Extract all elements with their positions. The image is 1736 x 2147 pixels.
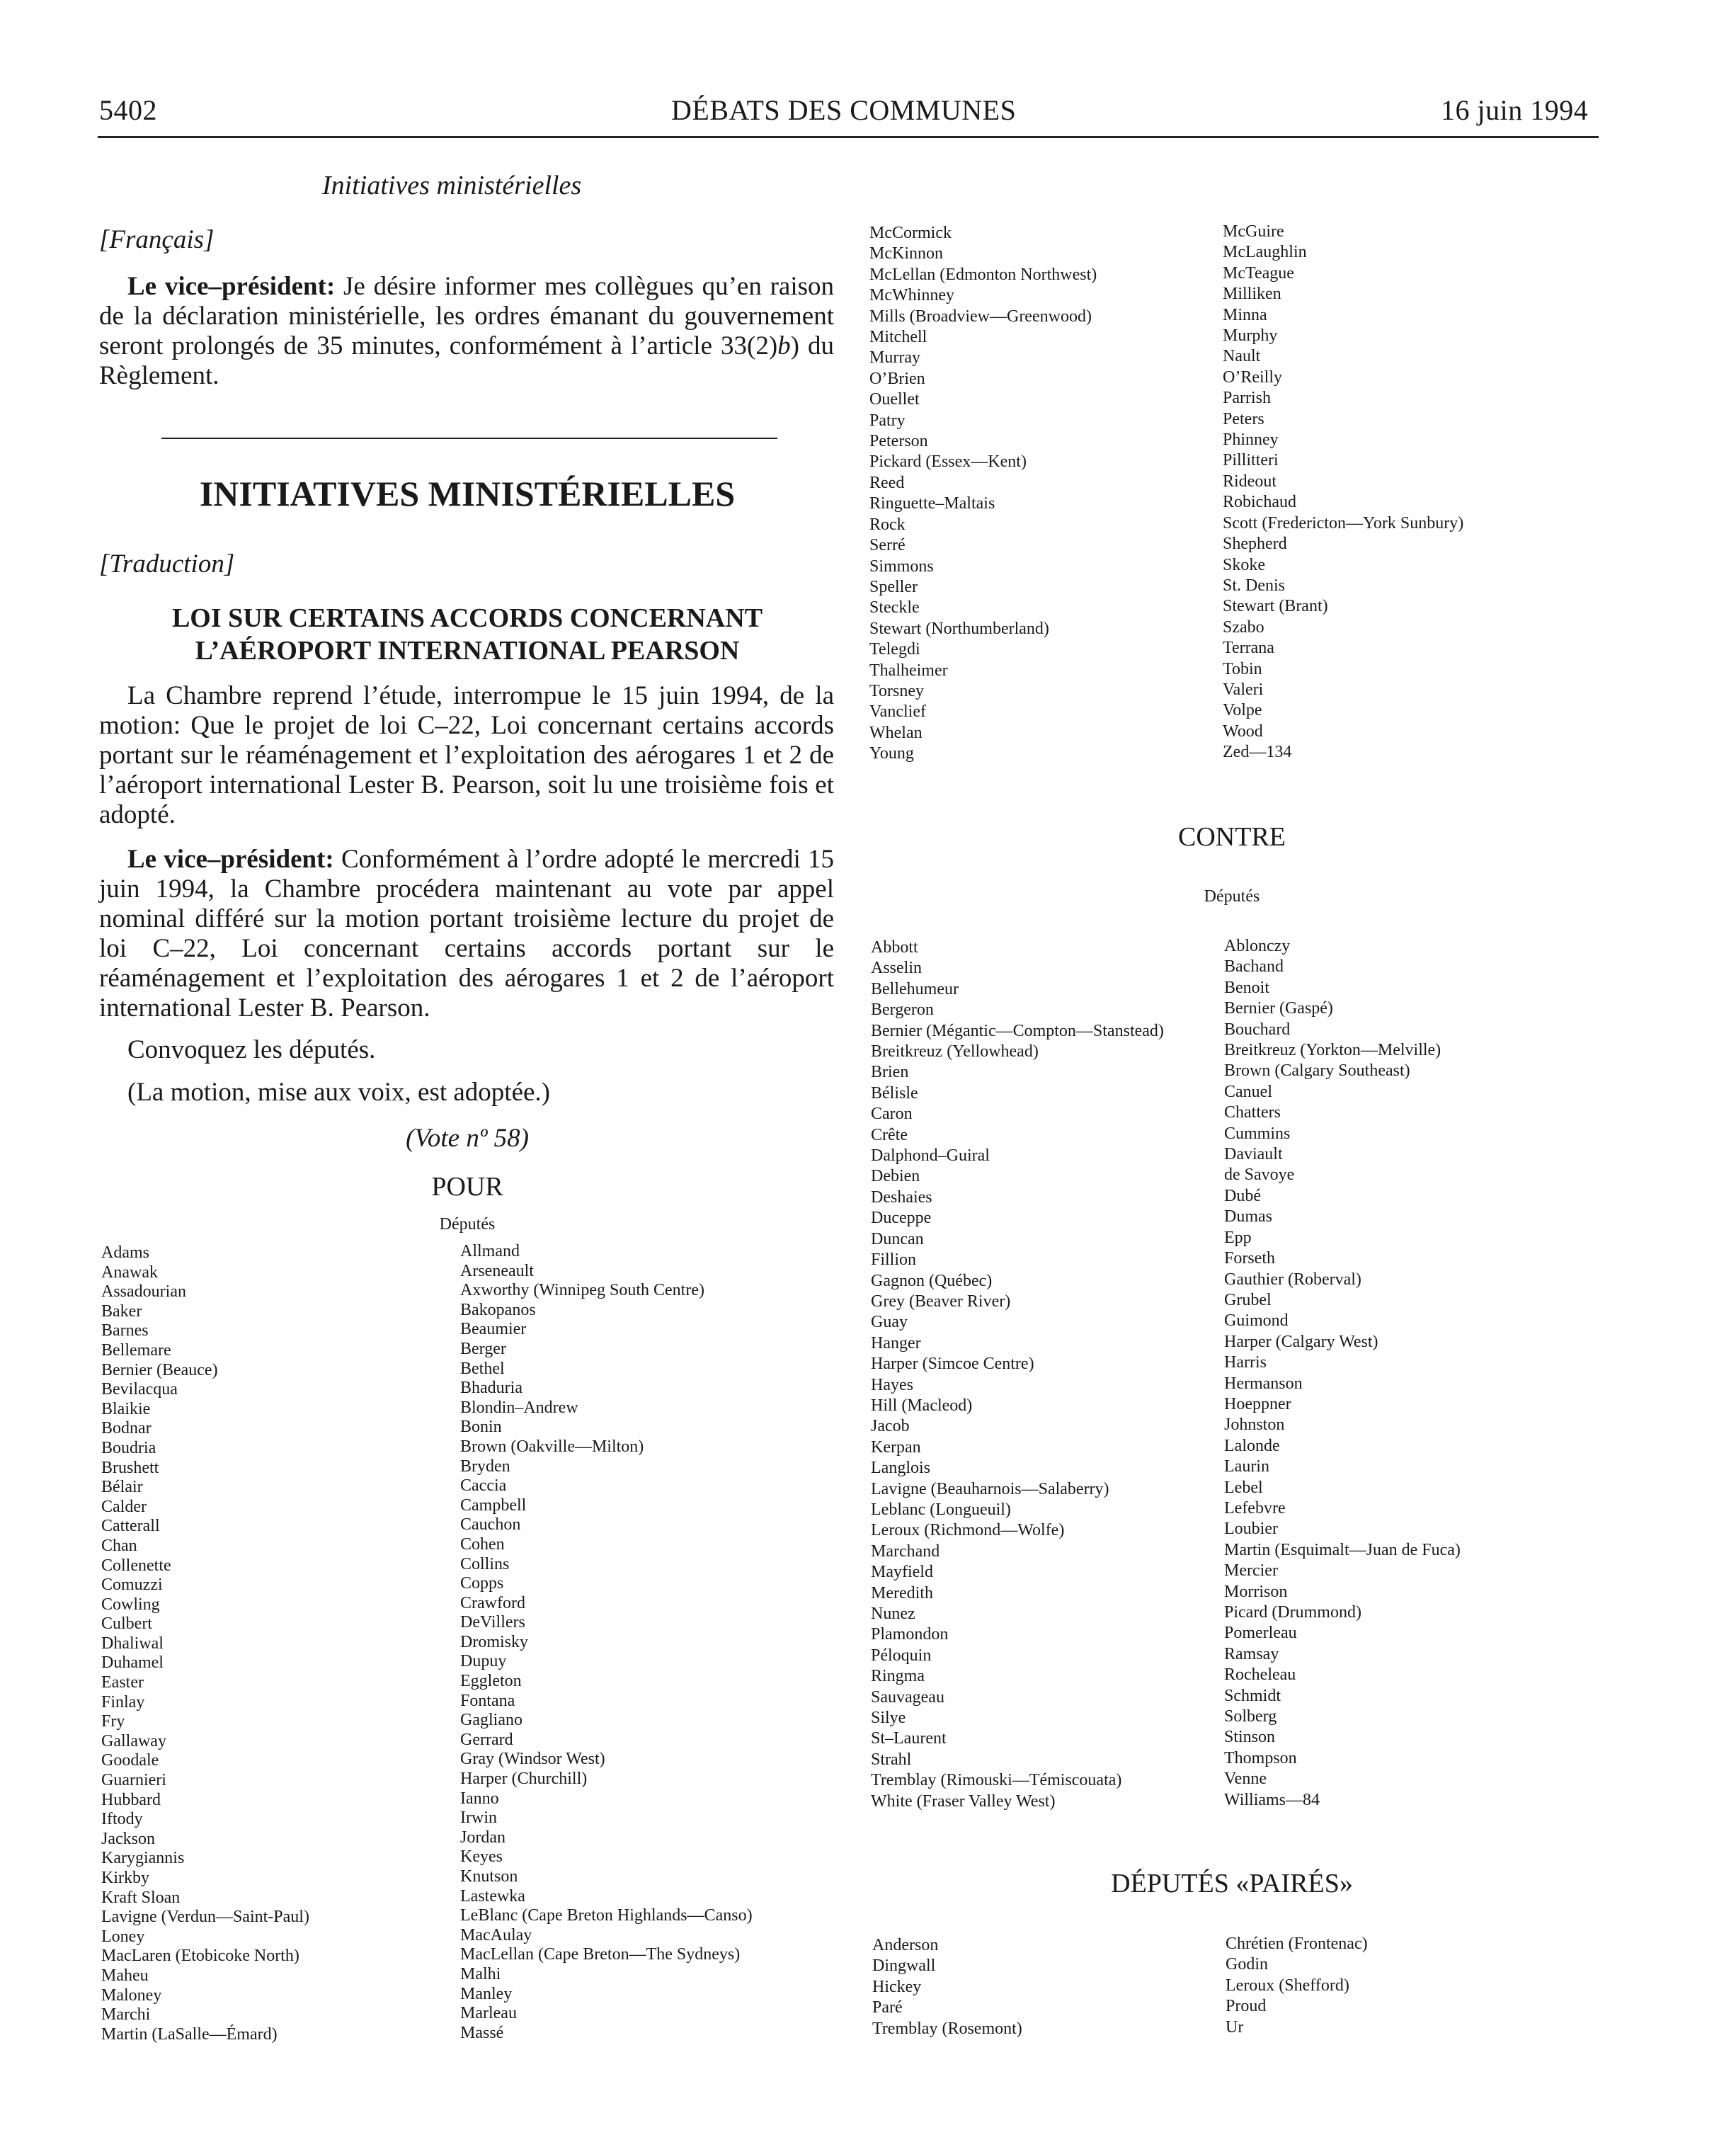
pour-column-3: [869, 223, 1097, 765]
member-name: Bernier (Gaspé): [1224, 999, 1333, 1018]
section-title: INITIATIVES MINISTÉRIELLES: [199, 474, 736, 513]
member-name: Murray: [869, 348, 920, 368]
member-name: Speller: [869, 577, 918, 596]
member-name: Nault: [1223, 347, 1261, 366]
member-name: Harris: [1224, 1353, 1267, 1372]
member-name: Phinney: [1223, 431, 1279, 450]
member-name: Bouchard: [1224, 1020, 1291, 1039]
member-name: Bonin: [460, 1418, 502, 1437]
member-name: de Savoye: [1224, 1166, 1295, 1185]
publication-title: DÉBATS DES COMMUNES: [671, 94, 1017, 126]
member-name: Lavigne (Beauharnois—Salaberry): [871, 1479, 1109, 1498]
member-name: Bethel: [460, 1359, 505, 1378]
pour-column-4: [1223, 222, 1463, 763]
member-name: Duceppe: [871, 1209, 932, 1228]
member-name: Beaumier: [460, 1320, 527, 1339]
member-name: Tobin: [1223, 659, 1262, 678]
member-name: Allmand: [460, 1242, 520, 1260]
member-name: LeBlanc (Cape Breton Highlands—Canso): [460, 1906, 753, 1925]
member-name: Whelan: [869, 723, 923, 742]
member-name: McKinnon: [869, 244, 943, 263]
member-name: Peters: [1223, 409, 1264, 428]
member-name: Asselin: [871, 959, 922, 978]
member-name: Arseneault: [460, 1261, 534, 1280]
member-name: Dupuy: [460, 1652, 507, 1671]
member-name: Benoit: [1224, 978, 1269, 997]
member-name: Anawak: [101, 1263, 158, 1282]
member-name: Kerpan: [871, 1437, 921, 1457]
member-name: Peterson: [869, 432, 928, 451]
member-name: Loubier: [1224, 1520, 1278, 1539]
paragraph-text-italic: b: [777, 331, 791, 360]
member-name: Ianno: [460, 1789, 499, 1808]
speaker-label: Le vice–président:: [127, 845, 334, 874]
language-tag-traduction: [Traduction]: [99, 549, 235, 579]
member-name: Leblanc (Longueuil): [871, 1500, 1011, 1519]
member-name: Young: [869, 744, 914, 763]
member-name: Hanger: [871, 1333, 921, 1352]
member-name: Collins: [460, 1554, 510, 1573]
member-name: McWhinney: [869, 286, 954, 305]
member-name: Daviault: [1224, 1145, 1283, 1164]
member-name: Maloney: [101, 1986, 162, 2005]
contre-column-1: [871, 938, 1164, 1812]
member-name: Culbert: [101, 1614, 152, 1634]
member-name: Maheu: [101, 1966, 149, 1985]
member-name: Lastewka: [460, 1886, 525, 1906]
member-name: Epp: [1224, 1228, 1252, 1247]
section-divider: [161, 438, 777, 439]
member-name: Bodnar: [101, 1419, 152, 1438]
member-name: Cowling: [101, 1595, 160, 1614]
paragraph-vice-president-1: [99, 272, 834, 391]
member-name: Grey (Beaver River): [871, 1292, 1011, 1311]
member-name: Berger: [460, 1339, 506, 1358]
member-name: Schmidt: [1224, 1686, 1281, 1705]
member-name: Pomerleau: [1224, 1624, 1297, 1643]
member-name: Terrana: [1223, 639, 1274, 658]
member-name: Harper (Calgary West): [1224, 1332, 1378, 1351]
member-name: Leroux (Shefford): [1226, 1976, 1349, 1995]
member-name: Williams—84: [1224, 1790, 1320, 1809]
member-name: Axworthy (Winnipeg South Centre): [460, 1281, 704, 1300]
language-tag-francais: [Français]: [99, 225, 215, 254]
vote-number: (Vote nº 58): [406, 1124, 529, 1153]
member-name: MacAulay: [460, 1925, 532, 1944]
member-name: Loney: [101, 1927, 145, 1946]
member-name: Szabo: [1223, 617, 1264, 637]
paires-column-1: [872, 1935, 1022, 2039]
member-name: Bachand: [1224, 957, 1284, 976]
paragraph-text: Conformément à l’ordre adopté le mercredi 15 juin 1994, la Chambre procédera maintenant au vote par appel nominal différé sur la motion portant troisième lecture du projet de loi C–22, Loi concernant certains accords portant sur le réaménagement et l’exploitation des aérogares 1 et 2 de l’aéroport international Lester B. Pearson.: [99, 845, 835, 1023]
member-name: Picard (Drummond): [1224, 1603, 1361, 1622]
member-name: Bernier (Beauce): [101, 1360, 218, 1379]
member-name: Hayes: [871, 1375, 913, 1394]
member-name: Martin (Esquimalt—Juan de Fuca): [1224, 1540, 1461, 1559]
member-name: Shepherd: [1223, 535, 1287, 554]
member-name: Dubé: [1224, 1186, 1261, 1205]
page-date: 16 juin 1994: [1441, 94, 1589, 126]
member-name: Vanclief: [869, 702, 926, 722]
member-name: Ablonczy: [1224, 937, 1291, 955]
member-name: Brien: [871, 1063, 909, 1082]
member-name: Serré: [869, 536, 906, 555]
member-name: Bakopanos: [460, 1300, 536, 1319]
member-name: McLaughlin: [1223, 243, 1307, 262]
member-name: Robichaud: [1223, 493, 1296, 512]
member-name: Murphy: [1223, 326, 1278, 346]
member-name: Anderson: [872, 1936, 939, 1954]
member-name: Massé: [460, 2023, 504, 2042]
paragraph-text: Je désire informer mes collègues qu’en raison de la déclaration ministérielle, les ordres émanant du gouvernement seront prolongés de 35 minutes, conformément à l’article 33(2): [99, 272, 834, 360]
member-name: Breitkreuz (Yellowhead): [871, 1042, 1039, 1061]
member-name: Ringuette–Maltais: [869, 494, 995, 513]
member-name: Fontana: [460, 1691, 515, 1710]
member-name: Sauvageau: [871, 1687, 944, 1707]
member-name: Godin: [1226, 1955, 1268, 1974]
member-name: Cohen: [460, 1534, 505, 1554]
page-number: 5402: [99, 94, 157, 126]
pour-subtitle: Députés: [439, 1215, 496, 1234]
member-name: Brown (Oakville—Milton): [460, 1437, 644, 1456]
member-name: Telegdi: [869, 640, 920, 659]
member-name: Guarnieri: [101, 1771, 166, 1790]
contre-subtitle: Députés: [1204, 887, 1260, 906]
member-name: DeVillers: [460, 1613, 525, 1632]
member-name: Wood: [1223, 722, 1263, 741]
member-name: Deshaies: [871, 1188, 932, 1207]
member-name: Milliken: [1223, 285, 1281, 304]
member-name: Venne: [1224, 1770, 1267, 1789]
member-name: Stewart (Brant): [1223, 597, 1328, 616]
member-name: Kraft Sloan: [101, 1888, 181, 1907]
member-name: Paré: [872, 1998, 903, 2017]
member-name: Knutson: [460, 1867, 518, 1886]
member-name: St–Laurent: [871, 1729, 947, 1748]
member-name: Hermanson: [1224, 1374, 1303, 1393]
member-name: Forseth: [1224, 1249, 1275, 1268]
paragraph-motion: La Chambre reprend l’étude, interrompue le 15 juin 1994, de la motion: Que le projet de loi C–22, Loi concernant certains accords portant sur le réaménagement et l’exploitation des aérogares 1 et 2 de l’aéroport international Lester B. Pearson, soit lu une troisième fois et adopté.: [99, 681, 834, 829]
member-name: Fry: [101, 1712, 125, 1731]
member-name: Blondin–Andrew: [460, 1398, 578, 1417]
member-name: Valeri: [1223, 680, 1264, 699]
member-name: Brown (Calgary Southeast): [1224, 1061, 1410, 1081]
member-name: Iftody: [101, 1810, 143, 1829]
member-name: Rock: [869, 515, 906, 534]
member-name: O’Brien: [869, 369, 925, 388]
member-name: Collenette: [101, 1556, 171, 1575]
member-name: Easter: [101, 1673, 144, 1692]
member-name: Laurin: [1224, 1457, 1269, 1476]
contre-column-2: [1224, 936, 1461, 1811]
member-name: Karygiannis: [101, 1849, 185, 1868]
pour-title: POUR: [431, 1172, 503, 1202]
speaker-label: Le vice–président:: [127, 272, 336, 301]
member-name: Adams: [101, 1243, 149, 1262]
member-name: Strahl: [871, 1750, 912, 1769]
bill-title-line-1: LOI SUR CERTAINS ACCORDS CONCERNANT: [171, 603, 763, 633]
member-name: Hoeppner: [1224, 1394, 1291, 1413]
member-name: Mercier: [1224, 1561, 1278, 1581]
member-name: Canuel: [1224, 1082, 1272, 1101]
member-name: Hill (Macleod): [871, 1396, 973, 1415]
member-name: Breitkreuz (Yorkton—Melville): [1224, 1041, 1441, 1060]
member-name: Keyes: [460, 1847, 503, 1867]
member-name: Dalphond–Guiral: [871, 1146, 990, 1166]
member-name: Catterall: [101, 1517, 160, 1536]
member-name: Stewart (Northumberland): [869, 619, 1049, 638]
paires-column-2: [1226, 1934, 1368, 2038]
member-name: Pickard (Essex—Kent): [869, 452, 1027, 472]
member-name: Dumas: [1224, 1207, 1272, 1226]
member-name: Bhaduria: [460, 1379, 522, 1398]
member-name: Ringma: [871, 1667, 925, 1686]
member-name: Leroux (Richmond—Wolfe): [871, 1521, 1065, 1540]
member-name: Marchi: [101, 2005, 151, 2024]
member-name: Volpe: [1223, 701, 1262, 720]
member-name: Plamondon: [871, 1625, 949, 1644]
pour-column-2: [460, 1242, 753, 2043]
member-name: Mayfield: [871, 1563, 933, 1582]
paragraph-convoquez: Convoquez les députés.: [127, 1035, 376, 1064]
member-name: Bélair: [101, 1478, 143, 1497]
member-name: Morrison: [1224, 1582, 1288, 1601]
member-name: Ramsay: [1224, 1644, 1279, 1663]
member-name: Lalonde: [1224, 1436, 1280, 1455]
member-name: Zed—134: [1223, 743, 1292, 762]
member-name: Jackson: [101, 1829, 155, 1848]
member-name: Bevilacqua: [101, 1380, 178, 1399]
member-name: Gagliano: [460, 1711, 522, 1730]
pour-column-1: [101, 1243, 309, 2044]
member-name: Tremblay (Rimouski—Témiscouata): [871, 1771, 1122, 1790]
member-name: Kirkby: [101, 1869, 149, 1887]
member-name: Malhi: [460, 1964, 501, 1983]
member-name: Crête: [871, 1125, 908, 1144]
member-name: Solberg: [1224, 1707, 1277, 1726]
member-name: Marleau: [460, 2004, 517, 2023]
member-name: Lefebvre: [1224, 1498, 1286, 1517]
paragraph-motion-adopted: (La motion, mise aux voix, est adoptée.): [127, 1078, 550, 1107]
member-name: Cummins: [1224, 1124, 1291, 1143]
member-name: Jordan: [460, 1828, 506, 1847]
member-name: MacLaren (Etobicoke North): [101, 1947, 299, 1966]
member-name: Abbott: [871, 938, 918, 957]
member-name: Péloquin: [871, 1646, 932, 1665]
member-name: Gagnon (Québec): [871, 1271, 993, 1290]
member-name: Chrétien (Frontenac): [1226, 1935, 1368, 1953]
member-name: Goodale: [101, 1751, 159, 1770]
paragraph-vice-president-2: [99, 845, 834, 1023]
member-name: Hubbard: [101, 1790, 161, 1809]
member-name: Lebel: [1224, 1478, 1263, 1497]
member-name: Stinson: [1224, 1728, 1276, 1747]
member-name: Caccia: [460, 1476, 507, 1496]
member-name: Gauthier (Roberval): [1224, 1270, 1361, 1289]
member-name: Blaikie: [101, 1399, 151, 1418]
member-name: Gray (Windsor West): [460, 1750, 605, 1769]
member-name: Rocheleau: [1224, 1665, 1296, 1685]
member-name: Thompson: [1224, 1748, 1297, 1767]
member-name: Chan: [101, 1536, 137, 1555]
member-name: Campbell: [460, 1496, 527, 1515]
member-name: Silye: [871, 1709, 906, 1728]
member-name: Gallaway: [101, 1731, 166, 1750]
member-name: Bellemare: [101, 1340, 171, 1360]
member-name: Hickey: [872, 1977, 922, 1996]
member-name: Mills (Broadview—Greenwood): [869, 307, 1092, 326]
member-name: Martin (LaSalle—Émard): [101, 2024, 278, 2044]
member-name: Nunez: [871, 1605, 915, 1623]
member-name: Dhaliwal: [101, 1634, 164, 1653]
member-name: Debien: [871, 1167, 920, 1186]
member-name: Finlay: [101, 1692, 145, 1712]
member-name: McLellan (Edmonton Northwest): [869, 265, 1097, 284]
member-name: O’Reilly: [1223, 368, 1282, 387]
member-name: MacLellan (Cape Breton—The Sydneys): [460, 1945, 741, 1964]
bill-title-line-2: L’AÉROPORT INTERNATIONAL PEARSON: [195, 636, 740, 666]
member-name: Meredith: [871, 1583, 933, 1602]
member-name: Bernier (Mégantic—Compton—Stanstead): [871, 1021, 1164, 1040]
member-name: Manley: [460, 1984, 513, 2003]
member-name: Grubel: [1224, 1290, 1272, 1309]
member-name: Duncan: [871, 1229, 924, 1248]
member-name: Crawford: [460, 1593, 525, 1612]
member-name: Jacob: [871, 1417, 910, 1436]
member-name: Mitchell: [869, 328, 927, 347]
member-name: Minna: [1223, 305, 1267, 324]
member-name: Langlois: [871, 1459, 930, 1478]
member-name: Comuzzi: [101, 1576, 163, 1595]
member-name: McTeague: [1223, 263, 1294, 283]
member-name: Barnes: [101, 1321, 149, 1340]
member-name: Gerrard: [460, 1730, 513, 1749]
member-name: Marchand: [871, 1542, 940, 1561]
member-name: Pillitteri: [1223, 451, 1279, 470]
contre-title: CONTRE: [1178, 822, 1286, 852]
member-name: Assadourian: [101, 1282, 186, 1302]
member-name: Bélisle: [871, 1083, 918, 1103]
member-name: Irwin: [460, 1809, 497, 1828]
member-name: Tremblay (Rosemont): [872, 2019, 1022, 2038]
member-name: Copps: [460, 1574, 504, 1593]
member-name: Guay: [871, 1313, 908, 1332]
member-name: Rideout: [1223, 472, 1277, 491]
member-name: Ouellet: [869, 390, 920, 409]
member-name: Torsney: [869, 681, 924, 700]
member-name: Calder: [101, 1497, 147, 1516]
member-name: Thalheimer: [869, 661, 948, 680]
member-name: Dromisky: [460, 1632, 528, 1651]
member-name: Johnston: [1224, 1416, 1285, 1435]
member-name: Bryden: [460, 1457, 510, 1476]
member-name: Bellehumeur: [871, 979, 959, 998]
header-rule: [98, 136, 1599, 138]
member-name: Brushett: [101, 1458, 159, 1477]
paragraph-text: ) du Règlement.: [99, 331, 834, 390]
member-name: Bergeron: [871, 1001, 934, 1020]
member-name: Harper (Churchill): [460, 1770, 588, 1789]
running-head: Initiatives ministérielles: [322, 171, 582, 200]
member-name: Reed: [869, 473, 905, 492]
paires-title: DÉPUTÉS «PAIRÉS»: [1111, 1869, 1353, 1898]
member-name: Caron: [871, 1105, 913, 1124]
member-name: Skoke: [1223, 555, 1265, 574]
member-name: Boudria: [101, 1438, 156, 1457]
member-name: Steckle: [869, 598, 920, 617]
member-name: Lavigne (Verdun—Saint-Paul): [101, 1908, 309, 1927]
member-name: White (Fraser Valley West): [871, 1792, 1056, 1811]
member-name: Scott (Fredericton—York Sunbury): [1223, 513, 1464, 533]
member-name: McCormick: [869, 224, 952, 242]
member-name: St. Denis: [1223, 576, 1286, 595]
member-name: Simmons: [869, 557, 934, 576]
member-name: Patry: [869, 411, 906, 430]
member-name: Cauchon: [460, 1515, 521, 1534]
member-name: Parrish: [1223, 389, 1271, 408]
member-name: Chatters: [1224, 1103, 1281, 1122]
member-name: McGuire: [1223, 222, 1284, 241]
member-name: Proud: [1226, 1997, 1267, 2016]
member-name: Ur: [1226, 2017, 1244, 2037]
member-name: Duhamel: [101, 1653, 164, 1673]
member-name: Dingwall: [872, 1957, 936, 1976]
member-name: Fillion: [871, 1251, 917, 1270]
member-name: Eggleton: [460, 1672, 522, 1691]
member-name: Guimond: [1224, 1311, 1289, 1331]
member-name: Baker: [101, 1302, 142, 1321]
member-name: Harper (Simcoe Centre): [871, 1355, 1034, 1374]
